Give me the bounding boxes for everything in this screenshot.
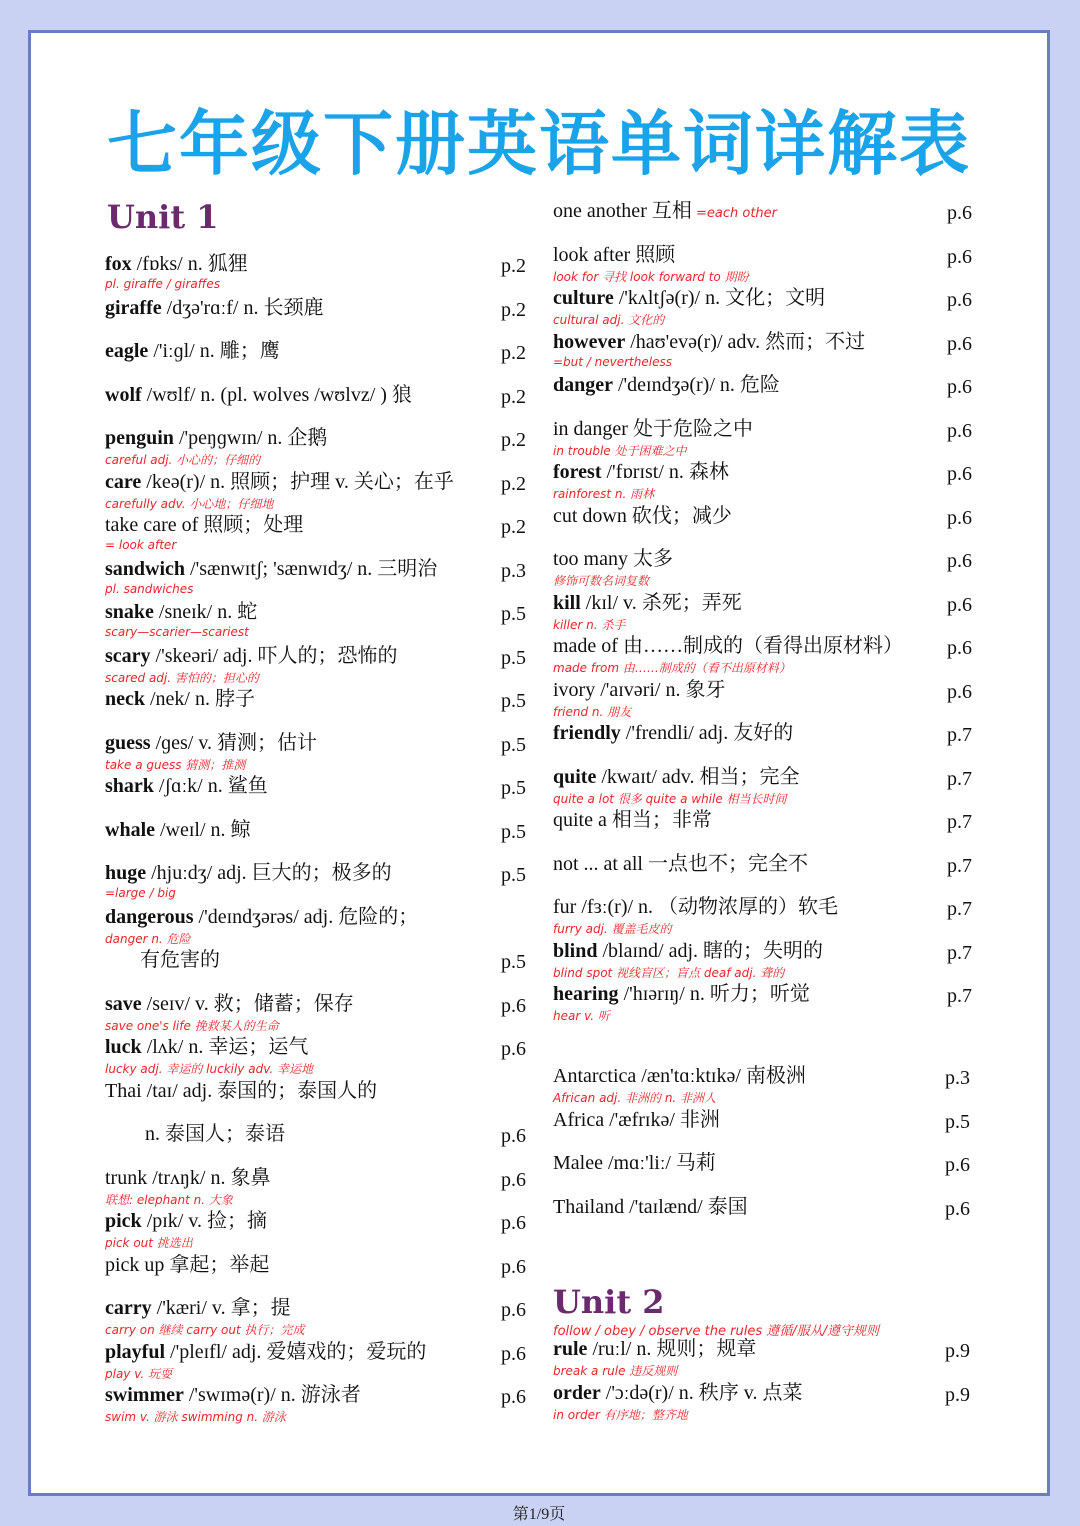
vocab-note: in trouble 处于困难之中	[553, 443, 687, 458]
vocab-word-line	[553, 590, 742, 616]
vocab-note: friend n. 朋友	[553, 704, 632, 719]
vocab-definition: /weɪl/ n. 鲸	[155, 818, 251, 841]
vocab-definition: Antarctica /æn'tɑːktɪkə/ 南极洲	[553, 1065, 806, 1087]
vocab-word-line	[553, 807, 712, 833]
vocab-entry	[105, 556, 541, 596]
vocab-entry	[105, 599, 541, 639]
vocab-word-line	[553, 459, 729, 485]
vocab-headword: penguin	[105, 427, 174, 449]
vocab-word-line	[553, 633, 903, 659]
vocab-word-line	[553, 285, 825, 311]
vocab-entry	[105, 425, 541, 465]
vocab-note: scared adj. 害怕的；担心的	[105, 670, 259, 685]
vocab-definition: 有危害的	[105, 949, 220, 971]
vocab-definition: /ruːl/ n. 规则；规章	[587, 1338, 757, 1360]
vocab-definition: /'frendli/ adj. 友好的	[620, 722, 794, 744]
vocab-page-ref: p.5	[501, 733, 526, 756]
vocab-page-ref: p.2	[501, 342, 526, 364]
vocab-note: take a guess 猜测；推测	[105, 757, 246, 772]
vocab-page-ref: p.6	[501, 1299, 526, 1321]
vocab-page-ref: p.6	[501, 994, 526, 1017]
vocab-page-ref: p.6	[947, 289, 972, 311]
vocab-entry	[553, 1336, 985, 1376]
vocab-note: pl. sandwiches	[105, 581, 194, 596]
vocab-entry	[105, 947, 541, 987]
vocab-note: 联想: elephant n. 大象	[105, 1192, 233, 1207]
vocab-entry	[105, 991, 541, 1031]
vocab-entry	[105, 817, 541, 857]
vocab-headword: rule	[553, 1338, 588, 1360]
vocab-definition: /wʊlf/ n. (pl. wolves /wʊlvz/ ) 狼	[141, 383, 412, 406]
vocab-word-line	[553, 677, 725, 703]
vocab-definition: /'swɪmə(r)/ n. 游泳者	[183, 1384, 361, 1406]
vocab-entry	[553, 198, 987, 238]
vocab-definition: /'ɔːdə(r)/ n. 秩序 v. 点菜	[600, 1381, 803, 1404]
vocab-page-ref: p.6	[947, 376, 972, 398]
vocab-note: =large / big	[105, 886, 176, 900]
vocab-headword: fox	[105, 253, 132, 275]
vocab-note: 修饰可数名词复数	[553, 574, 650, 588]
vocab-definition: /hjuːdʒ/ adj. 巨大的；极多的	[146, 862, 392, 884]
vocab-definition: /ɡes/ v. 猜测；估计	[150, 731, 318, 754]
vocab-definition: /dʒə'rɑːf/ n. 长颈鹿	[161, 296, 324, 319]
vocab-entry	[105, 904, 541, 944]
vocab-note: = look after	[105, 538, 177, 552]
vocab-note: cultural adj. 文化的	[553, 313, 665, 327]
vocab-page-ref: p.2	[501, 429, 526, 451]
vocab-word-line	[553, 764, 799, 790]
vocab-page-ref: p.5	[501, 690, 526, 712]
vocab-headword: save	[105, 992, 142, 1015]
vocab-entry	[553, 894, 987, 934]
vocab-definition: /'peŋɡwɪn/ n. 企鹅	[173, 427, 328, 449]
vocab-definition: /'deɪndʒə(r)/ n. 危险	[613, 374, 780, 396]
vocab-word-line	[105, 469, 454, 495]
vocab-word-line	[105, 817, 251, 843]
vocab-definition: /kwaɪt/ adv. 相当；完全	[596, 765, 800, 788]
vocab-headword: however	[553, 330, 626, 353]
vocab-page-ref: p.5	[945, 1110, 970, 1133]
vocab-word-line	[105, 904, 418, 930]
vocab-definition: take care of 照顾；处理	[105, 514, 304, 536]
vocab-word-line	[553, 851, 808, 877]
vocab-page-ref: p.7	[947, 898, 972, 920]
vocab-entry	[553, 546, 987, 586]
vocab-note: careful adj. 小心的；仔细的	[105, 453, 261, 467]
vocab-definition: in danger 处于危险之中	[553, 417, 753, 440]
vocab-entry	[105, 1208, 541, 1248]
vocab-page-ref: p.7	[947, 941, 972, 964]
vocab-word-line	[553, 981, 810, 1007]
vocab-word-line	[105, 1295, 291, 1321]
vocab-entry	[105, 1382, 541, 1422]
vocab-note: look for 寻找 look forward to 期盼	[553, 269, 749, 284]
vocab-definition: /'pleɪfl/ adj. 爱嬉戏的；爱玩的	[165, 1340, 427, 1363]
vocab-definition: look after 照顾	[553, 243, 676, 266]
vocab-headword: quite	[553, 765, 597, 788]
vocab-note: killer n. 杀手	[553, 617, 626, 632]
vocab-entry	[105, 773, 541, 813]
vocab-page-ref: p.5	[501, 777, 526, 799]
vocab-definition: too many 太多	[553, 548, 673, 570]
vocab-headword: carry	[105, 1297, 152, 1319]
vocab-headword: neck	[105, 688, 145, 710]
vocab-page-ref: p.6	[947, 463, 972, 485]
vocab-note: quite a lot 很多 quite a while 相当长时间	[553, 791, 787, 806]
vocab-definition: not ... at all 一点也不；完全不	[553, 852, 808, 875]
vocab-headword: shark	[105, 775, 154, 797]
vocab-headword: sandwich	[105, 557, 186, 580]
vocab-entry	[553, 851, 987, 891]
vocab-entry	[553, 764, 987, 804]
vocab-note: furry adj. 覆盖毛皮的	[553, 922, 672, 936]
vocab-entry	[553, 1194, 987, 1234]
vocab-word-line	[105, 599, 257, 625]
document-sheet	[28, 30, 1050, 1523]
vocab-word-line	[553, 1336, 756, 1362]
vocab-definition: /fɒks/ n. 狐狸	[131, 253, 248, 275]
vocab-definition: /blaɪnd/ adj. 瞎的；失明的	[597, 939, 824, 962]
page-title: 七年级下册英语单词详解表	[107, 103, 971, 185]
vocab-page-ref: p.3	[945, 1067, 970, 1089]
vocab-definition: one another 互相	[553, 200, 692, 222]
vocab-word-line	[553, 372, 780, 398]
vocab-entry	[553, 372, 987, 412]
vocab-note: swim v. 游泳 swimming n. 游泳	[105, 1410, 286, 1424]
vocab-definition: made of 由……制成的（看得出原材料）	[553, 635, 903, 657]
vocab-page-ref: p.7	[947, 985, 972, 1007]
vocab-definition: /'kʌltʃə(r)/ n. 文化；文明	[613, 287, 826, 309]
vocab-headword: eagle	[105, 340, 149, 362]
vocab-word-line	[105, 512, 303, 538]
vocab-entry	[553, 981, 987, 1021]
vocab-word-line	[553, 546, 673, 572]
vocab-page-ref: p.6	[947, 593, 972, 616]
vocab-definition: quite a 相当；非常	[553, 809, 712, 831]
vocab-page-ref: p.6	[501, 1342, 526, 1365]
vocab-entry	[105, 1295, 541, 1335]
vocab-definition: /keə(r)/ n. 照顾；护理 v. 关心；在乎	[141, 470, 454, 493]
vocab-word-line	[553, 503, 732, 529]
vocab-entry	[105, 382, 541, 422]
vocab-note: carry on 继续 carry out 执行；完成	[105, 1323, 305, 1337]
vocab-note: pl. giraffe / giraffes	[105, 277, 221, 291]
vocab-entry	[553, 285, 987, 325]
vocab-word-line	[105, 991, 354, 1017]
vocab-definition: Thailand /'taɪlænd/ 泰国	[553, 1195, 748, 1218]
vocab-definition: /'sænwɪtʃ; 'sænwɪdʒ/ n. 三明治	[185, 557, 438, 580]
vocab-word-line	[105, 1121, 285, 1147]
vocab-headword: giraffe	[105, 296, 162, 319]
vocab-word-line	[105, 556, 437, 582]
vocab-note: blind spot 视线盲区；盲点 deaf adj. 聋的	[553, 965, 785, 980]
vocab-entry	[553, 807, 987, 847]
vocab-headword: hearing	[553, 983, 619, 1005]
vocab-entry	[553, 416, 987, 456]
vocab-definition: /'kæri/ v. 拿；提	[151, 1297, 291, 1319]
vocab-entry	[553, 720, 987, 760]
vocab-note: save one's life 挽救某人的生命	[105, 1018, 279, 1033]
vocab-entry	[105, 686, 541, 726]
vocab-note: danger n. 危险	[105, 931, 191, 946]
vocab-entry	[553, 938, 987, 978]
vocab-page-ref: p.3	[501, 559, 526, 582]
vocab-headword: swimmer	[105, 1384, 184, 1406]
vocab-page-ref: p.6	[947, 332, 972, 355]
vocab-word-line	[105, 1165, 270, 1191]
vocab-note: lucky adj. 幸运的 luckily adv. 幸运地	[105, 1062, 313, 1076]
vocab-definition: /haʊ'evə(r)/ adv. 然而；不过	[625, 330, 866, 353]
vocab-definition: /nek/ n. 脖子	[145, 688, 255, 710]
vocab-entry	[553, 459, 987, 499]
vocab-entry	[553, 590, 987, 630]
vocab-definition: /'skeəri/ adj. 吓人的；恐怖的	[150, 644, 398, 667]
vocab-page-ref: p.7	[947, 767, 972, 790]
vocab-page-ref: p.5	[501, 864, 526, 886]
vocab-definition: Thai /taɪ/ adj. 泰国的；泰国人的	[105, 1079, 378, 1102]
vocab-page-ref: p.6	[501, 1212, 526, 1234]
vocab-word-line	[553, 720, 793, 746]
vocab-entry	[553, 1380, 985, 1420]
vocab-headword: guess	[105, 731, 151, 754]
vocab-definition: pick up 拿起；举起	[105, 1253, 270, 1276]
vocab-word-line	[553, 416, 753, 442]
vocab-entry	[105, 1252, 541, 1292]
vocab-word-line	[105, 1252, 269, 1278]
vocab-headword: forest	[553, 461, 602, 483]
vocab-page-ref: p.6	[945, 1154, 970, 1176]
vocab-definition: /seɪv/ v. 救；储蓄；保存	[141, 992, 354, 1015]
vocab-entry	[553, 503, 987, 543]
vocab-word-line	[553, 1380, 802, 1406]
vocab-page-ref: p.6	[501, 1038, 526, 1060]
vocab-entry	[105, 1339, 541, 1379]
vocab-headword: huge	[105, 862, 147, 884]
vocab-word-line	[105, 338, 280, 364]
vocab-word-line	[105, 686, 255, 712]
vocab-word-line	[105, 643, 397, 669]
vocab-headword: care	[105, 470, 142, 493]
vocab-word-line	[105, 773, 268, 799]
vocab-word-line	[553, 329, 865, 355]
vocab-word-line	[105, 1382, 361, 1408]
vocab-headword: blind	[553, 939, 598, 962]
vocab-definition: fur /fɜː(r)/ n. （动物浓厚的）软毛	[553, 896, 839, 918]
vocab-definition: /sneɪk/ n. 蛇	[153, 601, 258, 623]
vocab-headword: dangerous	[105, 905, 194, 928]
vocab-page-ref: p.5	[501, 820, 526, 843]
vocab-entry	[105, 730, 541, 770]
vocab-note: in order 有序地；整齐地	[553, 1407, 688, 1422]
vocab-word-line	[105, 1078, 377, 1104]
vocab-entry	[553, 242, 987, 282]
vocab-definition: Malee /mɑː'liː/ 马莉	[553, 1152, 716, 1174]
vocab-note: =but / nevertheless	[553, 354, 672, 369]
vocab-word-line	[553, 894, 838, 920]
vocab-entry	[105, 1165, 541, 1205]
vocab-headword: whale	[105, 818, 155, 841]
vocab-page-ref: p.2	[501, 385, 526, 408]
vocab-entry	[553, 1063, 987, 1103]
vocab-definition: /'hɪərɪŋ/ n. 听力；听觉	[618, 983, 810, 1005]
vocab-page-ref: p.7	[947, 724, 972, 746]
vocab-page-ref: p.6	[501, 1255, 526, 1278]
vocab-definition: /kɪl/ v. 杀死；弄死	[580, 591, 742, 614]
vocab-headword: wolf	[105, 383, 142, 406]
vocab-word-line	[553, 938, 823, 964]
vocab-entry	[105, 512, 541, 552]
vocab-word-line	[105, 730, 317, 756]
vocab-entry	[105, 251, 541, 291]
vocab-page-ref: p.7	[947, 854, 972, 877]
vocab-word-line	[553, 198, 777, 227]
vocab-entry	[105, 1078, 541, 1118]
vocab-note: carefully adv. 小心地；仔细地	[105, 496, 274, 511]
vocab-entry	[553, 677, 987, 717]
vocab-page-ref: p.5	[501, 646, 526, 669]
vocab-word-line	[105, 425, 327, 451]
vocab-word-line	[105, 947, 220, 973]
vocab-entry	[105, 1034, 541, 1074]
vocab-definition: trunk /trʌŋk/ n. 象鼻	[105, 1166, 271, 1189]
vocab-word-line	[105, 1208, 267, 1234]
vocab-headword: order	[553, 1381, 601, 1404]
vocab-page-ref: p.6	[501, 1125, 526, 1147]
vocab-page-ref: p.6	[947, 202, 972, 224]
vocab-note: hear v. 听	[553, 1009, 610, 1023]
vocab-page-ref: p.6	[947, 637, 972, 659]
vocab-note: made from 由……制成的（看不出原材料）	[553, 661, 791, 675]
vocab-headword: friendly	[553, 722, 621, 744]
vocab-note: break a rule 违反规则	[553, 1364, 678, 1378]
vocab-entry	[553, 329, 987, 369]
vocab-page-ref: p.6	[947, 245, 972, 268]
unit2-heading: Unit 2	[553, 1283, 665, 1321]
vocab-definition: /ʃɑːk/ n. 鲨鱼	[153, 775, 268, 797]
vocab-page-ref: p.2	[501, 298, 526, 321]
vocab-definition: /lʌk/ n. 幸运；运气	[141, 1036, 309, 1058]
unit2-top-note: follow / obey / observe the rules 遵循/服从/遵守规则	[553, 1324, 879, 1339]
vocab-page-ref: p.9	[945, 1340, 970, 1362]
vocab-page-ref: p.2	[501, 255, 526, 277]
vocab-word-line	[105, 295, 323, 321]
vocab-word-line	[105, 382, 412, 408]
vocab-definition: /'fɒrɪst/ n. 森林	[601, 461, 729, 483]
vocab-page-ref: p.5	[501, 603, 526, 625]
vocab-definition: cut down 砍伐；减少	[553, 504, 732, 527]
vocab-headword: pick	[105, 1210, 142, 1232]
vocab-entry	[105, 643, 541, 683]
vocab-page-ref: p.7	[947, 811, 972, 833]
vocab-headword: kill	[553, 591, 581, 614]
vocab-entry	[553, 633, 987, 673]
vocab-entry	[105, 469, 541, 509]
vocab-page-ref: p.6	[501, 1168, 526, 1191]
vocab-headword: snake	[105, 601, 154, 623]
vocab-page-ref: p.6	[501, 1386, 526, 1408]
vocab-definition: Africa /'æfrɪkə/ 非洲	[553, 1108, 720, 1131]
vocab-entry	[105, 295, 541, 335]
unit1-heading: Unit 1	[107, 198, 219, 236]
vocab-headword: culture	[553, 287, 614, 309]
vocab-definition: n. 泰国人；泰语	[105, 1123, 285, 1145]
vocab-page-ref: p.6	[947, 550, 972, 572]
vocab-definition: /'deɪndʒərəs/ adj. 危险的；	[193, 905, 419, 928]
vocab-entry	[553, 1150, 987, 1190]
vocab-note: pick out 挑选出	[105, 1236, 193, 1250]
vocab-headword: danger	[553, 374, 613, 396]
vocab-definition: /pɪk/ v. 捡；摘	[141, 1210, 268, 1232]
vocab-note: play v. 玩耍	[105, 1366, 172, 1381]
vocab-page-ref: p.2	[501, 516, 526, 538]
page-footer: 第1/9页	[512, 1506, 566, 1523]
vocab-note: African adj. 非洲的 n. 非洲人	[553, 1091, 717, 1105]
vocab-page-ref: p.6	[947, 419, 972, 442]
vocab-page-ref: p.6	[947, 680, 972, 703]
vocab-headword: luck	[105, 1036, 142, 1058]
vocab-entry	[105, 860, 541, 900]
vocab-note: rainforest n. 雨林	[553, 487, 655, 501]
vocab-word-line	[105, 1034, 308, 1060]
vocab-page-ref: p.9	[945, 1383, 970, 1406]
vocab-entry	[105, 1121, 541, 1161]
vocab-note: scary—scarier—scariest	[105, 625, 249, 639]
vocab-word-line	[105, 1339, 426, 1365]
vocab-word-line	[105, 251, 248, 277]
vocab-entry	[553, 1107, 987, 1147]
vocab-inline-note: =each other	[691, 206, 778, 221]
vocab-definition: ivory /'aɪvəri/ n. 象牙	[553, 678, 726, 701]
vocab-word-line	[553, 242, 675, 268]
vocab-page-ref: p.6	[945, 1197, 970, 1220]
vocab-definition: /'iːɡl/ n. 雕；鹰	[148, 340, 280, 362]
vocab-page-ref: p.6	[947, 506, 972, 529]
vocab-headword: playful	[105, 1340, 166, 1363]
vocab-entry	[105, 338, 541, 378]
vocab-page-ref: p.5	[501, 951, 526, 973]
vocab-headword: scary	[105, 644, 151, 667]
vocab-page-ref: p.2	[501, 472, 526, 495]
vocab-word-line	[105, 860, 392, 886]
